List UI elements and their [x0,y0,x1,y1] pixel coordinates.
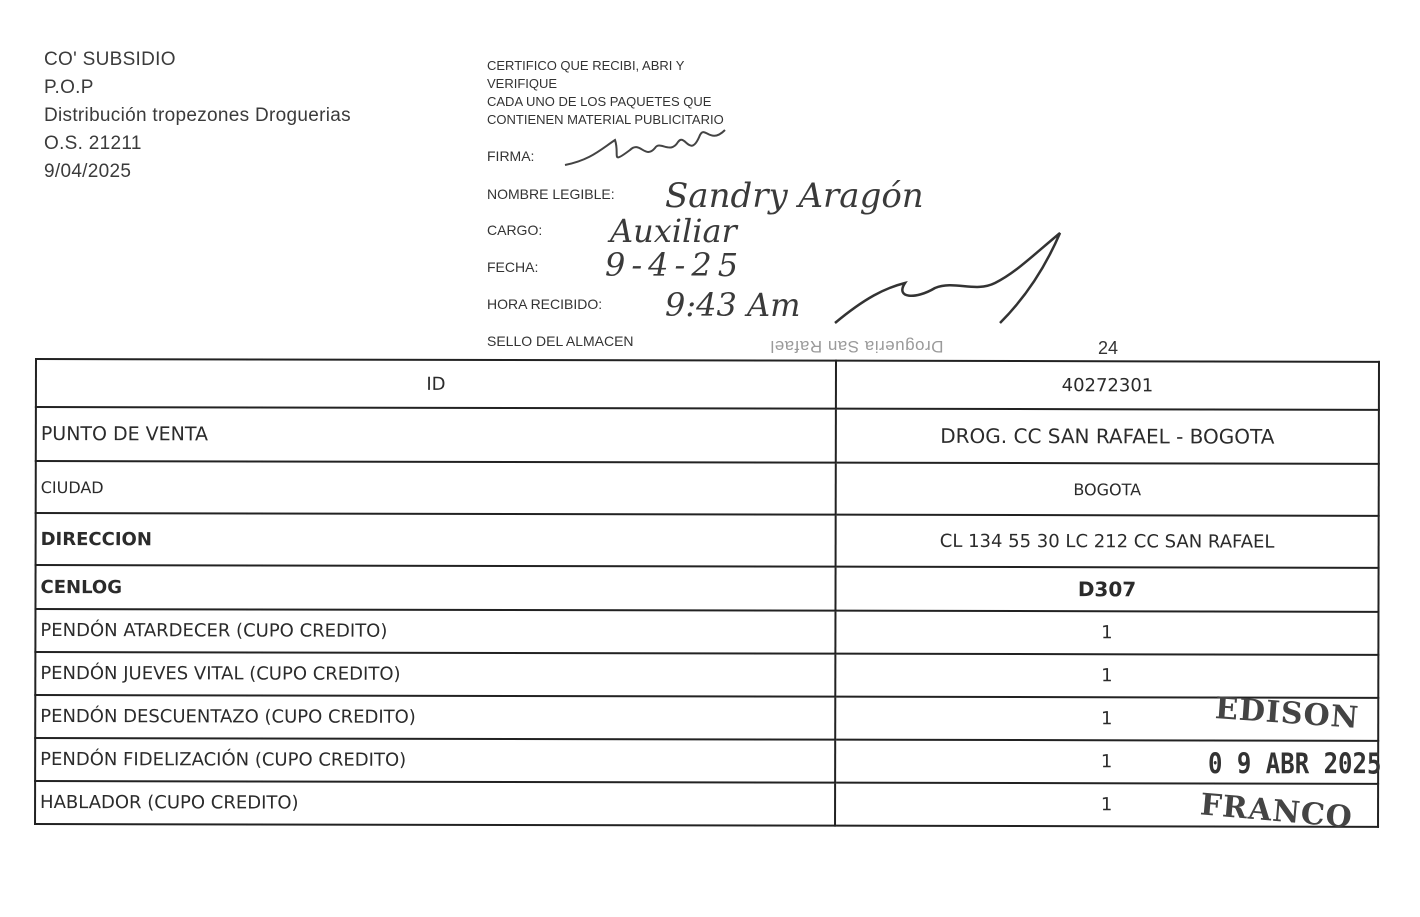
cert-line: VERIFIQUE [487,76,558,91]
nombre-handwritten: Sandry Aragón [665,176,924,216]
cargo-label: CARGO: [487,222,543,238]
row-label: HABLADOR (CUPO CREDITO) [35,781,835,826]
store-stamp: Drogueria San Rafael [770,337,944,356]
row-label: CIUDAD [36,461,836,515]
row-value: 1 [835,654,1378,698]
document-code: P.O.P [44,77,94,98]
row-value: CL 134 55 30 LC 212 CC SAN RAFAEL [836,515,1379,568]
row-value: DROG. CC SAN RAFAEL - BOGOTA [836,409,1379,464]
row-label: PENDÓN FIDELIZACIÓN (CUPO CREDITO) [35,738,835,783]
signature-scribble-2 [825,228,1075,338]
table-row [36,359,1379,410]
table-row [35,781,1378,827]
cert-line: CERTIFICO QUE RECIBI, ABRI Y [487,58,685,73]
table-row [35,609,1378,655]
company-name: CO' SUBSIDIO [44,49,176,70]
row-label: PENDÓN ATARDECER (CUPO CREDITO) [35,609,835,654]
row-value: 40272301 [836,361,1379,410]
cert-line: CONTIENEN MATERIAL PUBLICITARIO [487,112,724,127]
table-row [36,407,1379,464]
firma-label: FIRMA: [487,148,535,164]
row-label: PUNTO DE VENTA [36,407,836,463]
document-description: Distribución tropezones Droguerias [44,105,351,126]
delivery-table [34,358,1380,828]
stamp-name: EDISON [1213,691,1361,736]
table-row [36,513,1379,568]
stamp-number: 24 [1098,338,1119,358]
row-value: BOGOTA [836,463,1379,516]
sello-label: SELLO DEL ALMACEN [487,333,634,349]
stamp-date: 0 9 ABR 2025 [1208,747,1382,781]
row-value: 1 [835,783,1378,827]
stamp-surname: FRANCO [1198,787,1355,836]
hora-label: HORA RECIBIDO: [487,296,603,312]
row-value: 1 [835,697,1378,741]
row-label: PENDÓN JUEVES VITAL (CUPO CREDITO) [35,652,835,697]
cargo-handwritten: Auxiliar [610,212,737,250]
table-row [35,695,1378,741]
row-value: 1 [835,740,1378,784]
row-label: PENDÓN DESCUENTAZO (CUPO CREDITO) [35,695,835,740]
row-value: 1 [835,611,1378,655]
hora-handwritten: 9:43 Am [665,286,801,324]
row-label: ID [36,359,836,409]
signature-scribble [560,120,740,175]
fecha-label: FECHA: [487,259,539,275]
row-label: DIRECCION [36,513,836,567]
table-row [36,461,1379,516]
order-number: O.S. 21211 [44,133,142,154]
fecha-handwritten: 9-4-25 [605,246,745,284]
table-row [35,738,1378,784]
nombre-label: NOMBRE LEGIBLE: [487,186,615,202]
cert-line: CADA UNO DE LOS PAQUETES QUE [487,94,712,109]
table-row [35,565,1378,612]
document-date: 9/04/2025 [44,161,132,182]
table-row [35,652,1378,698]
row-value: D307 [835,567,1378,612]
document-header [44,46,351,186]
certification-text [487,57,807,129]
row-label: CENLOG [35,565,835,611]
